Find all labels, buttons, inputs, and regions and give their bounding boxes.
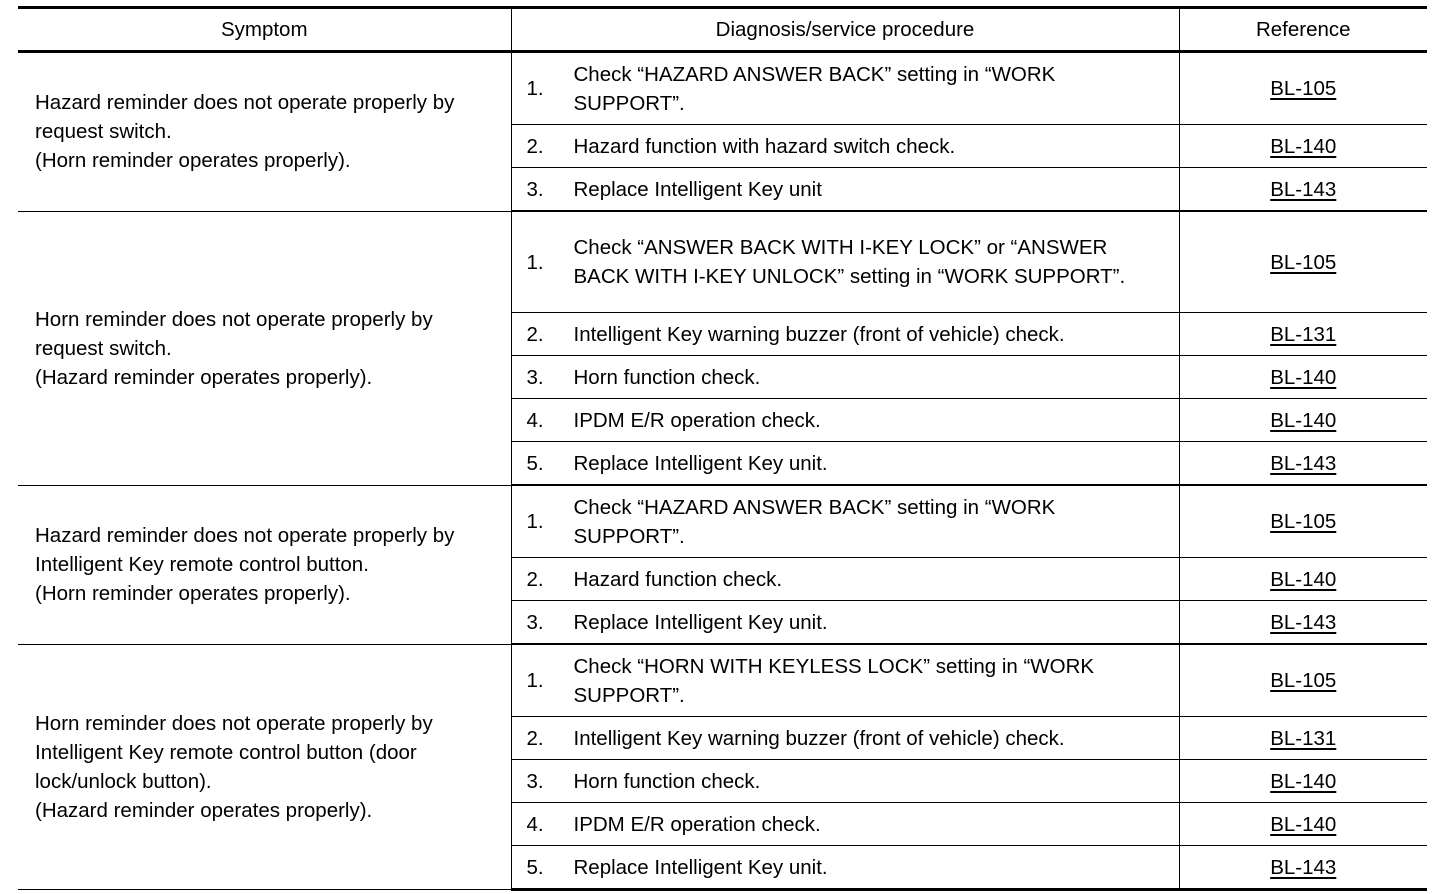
reference-cell	[1179, 644, 1427, 717]
step-text: Intelligent Key warning buzzer (front of vehicle) check.	[573, 726, 1065, 750]
step-number: 3.	[526, 365, 544, 389]
step-text: Check “HAZARD ANSWER BACK” setting in “WORK SUPPORT”.	[573, 62, 1056, 115]
reference-link[interactable]: BL-105	[1270, 77, 1337, 100]
step-number: 2.	[526, 726, 544, 750]
step-text: Horn function check.	[573, 769, 761, 793]
step-text: Check “ANSWER BACK WITH I-KEY LOCK” or “ANSWER BACK WITH I-KEY UNLOCK” setting in “WORK SUPPORT”.	[573, 236, 1126, 288]
step-number: 1.	[526, 669, 544, 692]
reference-cell	[1179, 803, 1427, 846]
reference-cell	[1179, 399, 1427, 442]
step-number: 1.	[526, 250, 544, 274]
reference-link[interactable]: BL-143	[1270, 451, 1337, 475]
reference-link[interactable]: BL-131	[1270, 726, 1337, 750]
step-text: Check “HORN WITH KEYLESS LOCK” setting in “WORK SUPPORT”.	[573, 654, 1095, 707]
symptom-cell	[18, 644, 511, 890]
table-row	[18, 211, 1427, 313]
header-reference: Reference	[1179, 8, 1427, 52]
procedure-cell	[511, 803, 1179, 846]
step-text: Hazard function with hazard switch check.	[573, 134, 956, 158]
step-number: 1.	[526, 510, 544, 533]
step-number: 2.	[526, 567, 544, 591]
reference-link[interactable]: BL-140	[1270, 134, 1337, 158]
step-number: 5.	[526, 855, 544, 879]
reference-link[interactable]: BL-140	[1270, 408, 1337, 432]
header-symptom: Symptom	[18, 8, 511, 52]
reference-cell	[1179, 168, 1427, 212]
reference-link[interactable]: BL-143	[1270, 177, 1337, 201]
reference-cell	[1179, 760, 1427, 803]
reference-link[interactable]: BL-105	[1270, 510, 1337, 533]
reference-cell	[1179, 558, 1427, 601]
procedure-cell	[511, 399, 1179, 442]
symptom-cell	[18, 52, 511, 212]
procedure-cell	[511, 846, 1179, 890]
step-text: Intelligent Key warning buzzer (front of vehicle) check.	[573, 322, 1065, 346]
reference-cell	[1179, 601, 1427, 645]
step-number: 2.	[526, 322, 544, 346]
step-text: IPDM E/R operation check.	[573, 408, 821, 432]
document-page	[18, 6, 1427, 891]
reference-link[interactable]: BL-105	[1270, 250, 1337, 274]
step-number: 2.	[526, 134, 544, 158]
step-text: Check “HAZARD ANSWER BACK” setting in “WORK SUPPORT”.	[573, 495, 1056, 548]
procedure-cell	[511, 601, 1179, 645]
reference-cell	[1179, 846, 1427, 890]
step-number: 3.	[526, 177, 544, 201]
procedure-cell	[511, 313, 1179, 356]
procedure-cell	[511, 644, 1179, 717]
step-number: 1.	[526, 77, 544, 100]
step-text: Replace Intelligent Key unit.	[573, 855, 828, 879]
reference-cell	[1179, 313, 1427, 356]
reference-cell	[1179, 717, 1427, 760]
reference-cell	[1179, 485, 1427, 558]
step-text: Replace Intelligent Key unit.	[573, 451, 828, 475]
reference-link[interactable]: BL-131	[1270, 322, 1337, 346]
step-text: IPDM E/R operation check.	[573, 812, 821, 836]
step-text: Horn function check.	[573, 365, 761, 389]
procedure-cell	[511, 442, 1179, 486]
step-number: 4.	[526, 812, 544, 836]
procedure-cell	[511, 760, 1179, 803]
symptom-cell	[18, 485, 511, 644]
reference-link[interactable]: BL-140	[1270, 365, 1337, 389]
step-number: 4.	[526, 408, 544, 432]
symptom-text: Hazard reminder does not operate properly by request switch. (Horn reminder operates properly).	[35, 91, 455, 173]
step-text: Replace Intelligent Key unit	[573, 177, 822, 201]
diagnosis-table	[18, 6, 1427, 891]
symptom-cell	[18, 211, 511, 485]
header-procedure: Diagnosis/service procedure	[511, 8, 1179, 52]
procedure-cell	[511, 356, 1179, 399]
reference-cell	[1179, 442, 1427, 486]
symptom-text: Horn reminder does not operate properly by request switch. (Hazard reminder operates properly).	[35, 307, 433, 389]
step-number: 3.	[526, 610, 544, 634]
table-row	[18, 644, 1427, 717]
procedure-cell	[511, 168, 1179, 212]
symptom-text: Hazard reminder does not operate properly by Intelligent Key remote control button. (Horn reminder operates properly).	[35, 524, 455, 605]
symptom-text: Horn reminder does not operate properly by Intelligent Key remote control button (door lock/unlock button). (Hazard reminder operates properly).	[35, 711, 433, 822]
procedure-cell	[511, 52, 1179, 125]
procedure-cell	[511, 211, 1179, 313]
reference-cell	[1179, 125, 1427, 168]
header-row	[18, 8, 1427, 52]
reference-link[interactable]: BL-140	[1270, 769, 1337, 793]
procedure-cell	[511, 125, 1179, 168]
procedure-cell	[511, 558, 1179, 601]
procedure-cell	[511, 717, 1179, 760]
reference-cell	[1179, 211, 1427, 313]
reference-link[interactable]: BL-105	[1270, 669, 1337, 692]
table-row	[18, 52, 1427, 125]
step-text: Replace Intelligent Key unit.	[573, 610, 828, 634]
reference-cell	[1179, 356, 1427, 399]
table-row	[18, 485, 1427, 558]
step-text: Hazard function check.	[573, 567, 783, 591]
procedure-cell	[511, 485, 1179, 558]
reference-cell	[1179, 52, 1427, 125]
step-number: 3.	[526, 769, 544, 793]
reference-link[interactable]: BL-140	[1270, 812, 1337, 836]
step-number: 5.	[526, 451, 544, 475]
reference-link[interactable]: BL-140	[1270, 567, 1337, 591]
reference-link[interactable]: BL-143	[1270, 610, 1337, 634]
reference-link[interactable]: BL-143	[1270, 855, 1337, 879]
